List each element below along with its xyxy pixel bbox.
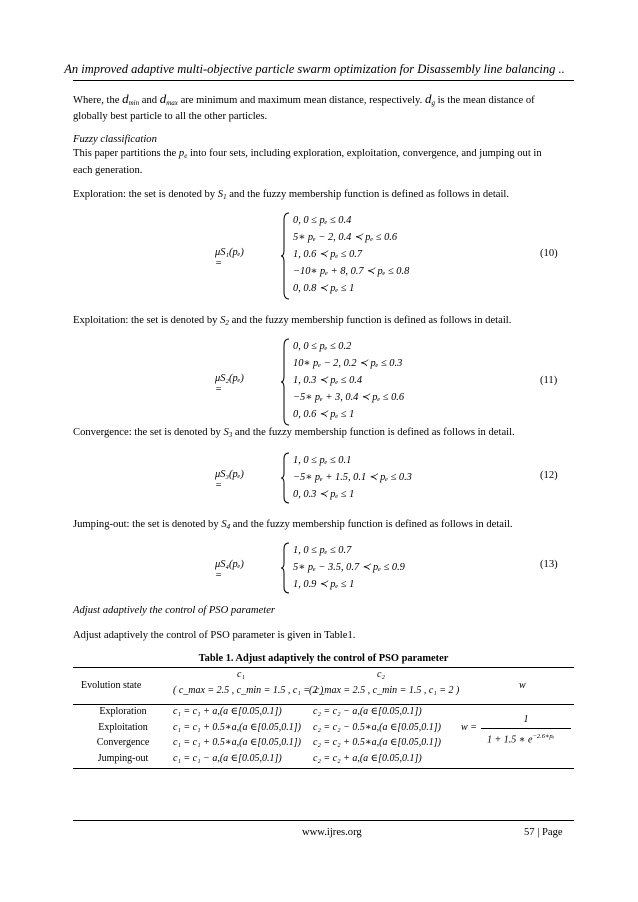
c1-column <box>173 706 301 768</box>
dmin-symbol: $d_{min}$ <box>122 91 140 107</box>
col-c2: c₂ <box>377 669 385 680</box>
fuzzy-text-3: each generation. <box>73 165 143 176</box>
c1-cell: c₁ = c₁ − a,(a ∈[0.05,0.1]) <box>173 752 282 764</box>
equation-10-case: 0, 0.8 ≺ pₑ ≤ 1 <box>293 283 355 294</box>
equation-13-case: 1, 0 ≤ pₑ ≤ 0.7 <box>293 545 352 556</box>
c2-cell: c₂ = c₂ − a,(a ∈[0.05,0.1]) <box>313 706 422 717</box>
equation-13-cases <box>293 542 405 593</box>
c1-cell: c₁ = c₁ + a,(a ∈[0.05,0.1]) <box>173 706 282 717</box>
equation-11-case: 0, 0.6 ≺ pₑ ≤ 1 <box>293 409 355 420</box>
equation-12-case: 1, 0 ≤ pₑ ≤ 0.1 <box>293 455 352 466</box>
equation-11-case: 0, 0 ≤ pₑ ≤ 0.2 <box>293 341 352 352</box>
equation-12-number: (12) <box>540 470 558 481</box>
table-row <box>73 706 173 768</box>
dg-symbol: $d_g$ <box>424 91 435 107</box>
col-c1-cond: ( c_max = 2.5 , c_min = 1.5 , c₁ = 2 ) <box>173 685 324 696</box>
fuzzy-paragraph: This paper partitions the $p_e$ into four sets, including exploration, exploitation, convergence, and jumping out in <box>73 148 542 160</box>
equation-11-lhs: μS₂(pₑ) = <box>215 373 244 395</box>
fuzzy-heading: Fuzzy classification <box>73 134 157 145</box>
equation-13-number: (13) <box>540 559 558 570</box>
w-exponent: −2.6∗pₑ <box>532 733 555 740</box>
where-text-1: Where, the <box>73 95 120 106</box>
c2-cell: c₂ = c₂ + a,(a ∈[0.05,0.1]) <box>313 752 422 764</box>
where-text-2: are minimum and maximum mean distance, respectively. <box>180 95 423 106</box>
equation-11-brace <box>281 338 291 426</box>
equation-10-lhs: μS₁(pₑ) = <box>215 247 244 269</box>
w-denominator: 1 + 1.5 ∗ $e^{-2.6∗p_e}$ <box>487 733 555 746</box>
equation-11-case: 1, 0.3 ≺ pₑ ≤ 0.4 <box>293 375 363 386</box>
equation-10-case: 0, 0 ≤ pₑ ≤ 0.4 <box>293 215 352 226</box>
s4-symbol: $S_4$ <box>221 519 231 531</box>
s3-symbol: $S_3$ <box>223 427 233 439</box>
exploitation-paragraph: Exploitation: the set is denoted by $S_2$ and the fuzzy membership function is defined as follows in detail. <box>73 315 512 327</box>
equation-13-case: 5∗ pₑ − 3.5, 0.7 ≺ pₑ ≤ 0.9 <box>293 562 405 573</box>
col-w: w <box>519 680 526 691</box>
running-header: An improved adaptive multi-objective particle swarm optimization for Disassembly line balancing .. <box>64 62 565 76</box>
convergence-paragraph: Convergence: the set is denoted by $S_3$ and the fuzzy membership function is defined as follows in detail. <box>73 427 515 439</box>
s2-symbol: $S_2$ <box>220 315 229 327</box>
equation-10-case: −10∗ pₑ + 8, 0.7 ≺ pₑ ≤ 0.8 <box>293 266 410 277</box>
header-rule <box>73 80 574 81</box>
equation-10-case: 5∗ pₑ − 2, 0.4 ≺ pₑ ≤ 0.6 <box>293 232 398 243</box>
w-fraction-bar <box>481 728 571 729</box>
exploration-paragraph: Exploration: the set is denoted by $S_1$ and the fuzzy membership function is defined as follows in detail. <box>73 189 509 201</box>
equation-13-case: 1, 0.9 ≺ pₑ ≤ 1 <box>293 579 355 590</box>
equation-12-cases <box>293 452 412 503</box>
equation-12-lhs: μS₃(pₑ) = <box>215 469 244 491</box>
table-caption: Table 1. Adjust adaptively the control of PSO parameter <box>198 653 449 664</box>
dmax-symbol: $d_{max}$ <box>159 91 178 107</box>
equation-12-case: −5∗ pₑ + 1.5, 0.1 ≺ pₑ ≤ 0.3 <box>293 472 412 483</box>
equation-10-brace <box>281 212 291 300</box>
c1-cell: c₁ = c₁ + 0.5∗a,(a ∈[0.05,0.1]) <box>173 737 301 748</box>
col-c1: c₁ <box>237 669 245 680</box>
table-header-rule <box>73 704 574 705</box>
table-bottom-rule <box>73 768 574 769</box>
where-text-4: globally best particle to all the other particles. <box>73 111 268 122</box>
pe-symbol: $p_e$ <box>178 148 188 160</box>
table-header <box>73 669 574 705</box>
w-numerator: 1 <box>523 714 529 725</box>
table-top-rule <box>73 667 574 668</box>
equation-11-number: (11) <box>540 375 558 386</box>
adjust-text: Adjust adaptively the control of PSO parameter is given in Table1. <box>73 630 356 641</box>
equation-13-brace <box>281 542 291 594</box>
adjust-heading: Adjust adaptively the control of PSO parameter <box>73 605 276 616</box>
c2-column <box>313 706 441 768</box>
equation-11-case: −5∗ pₑ + 3, 0.4 ≺ pₑ ≤ 0.6 <box>293 392 405 403</box>
c2-cell: c₂ = c₂ + 0.5∗a,(a ∈[0.05,0.1]) <box>313 737 441 748</box>
footer-page: 57 | Page <box>524 827 563 838</box>
where-and: and <box>141 95 158 106</box>
where-text-3: is the mean distance of <box>437 95 535 106</box>
jumping-out-paragraph: Jumping-out: the set is denoted by $S_4$ and the fuzzy membership function is defined as follows in detail. <box>73 519 513 531</box>
equation-10-case: 1, 0.6 ≺ pₑ ≤ 0.7 <box>293 249 363 260</box>
table-body <box>73 706 574 768</box>
equation-11-case: 10∗ pₑ − 2, 0.2 ≺ pₑ ≤ 0.3 <box>293 358 403 369</box>
equation-12-brace <box>281 452 291 504</box>
col-c2-cond: ( c_max = 2.5 , c_min = 1.5 , c₁ = 2 ) <box>309 685 460 696</box>
state-cell: Convergence <box>96 737 150 748</box>
col-evolution-state: Evolution state <box>81 680 142 691</box>
c2-cell: c₂ = c₂ − 0.5∗a,(a ∈[0.05,0.1]) <box>313 721 441 733</box>
equation-10-cases <box>293 212 409 297</box>
state-cell: Exploitation <box>98 721 148 733</box>
footer-rule <box>73 820 574 821</box>
w-lhs: w = <box>461 722 477 733</box>
state-cell: Exploration <box>99 706 147 717</box>
equation-12-case: 0, 0.3 ≺ pₑ ≤ 1 <box>293 489 355 500</box>
equation-13-lhs: μS₄(pₑ) = <box>215 559 244 581</box>
footer-site: www.ijres.org <box>302 827 362 838</box>
s1-symbol: $S_1$ <box>217 189 227 201</box>
equation-11-cases <box>293 338 404 423</box>
c1-cell: c₁ = c₁ + 0.5∗a,(a ∈[0.05,0.1]) <box>173 721 301 733</box>
equation-10-number: (10) <box>540 248 558 259</box>
state-cell: Jumping-out <box>97 752 149 764</box>
